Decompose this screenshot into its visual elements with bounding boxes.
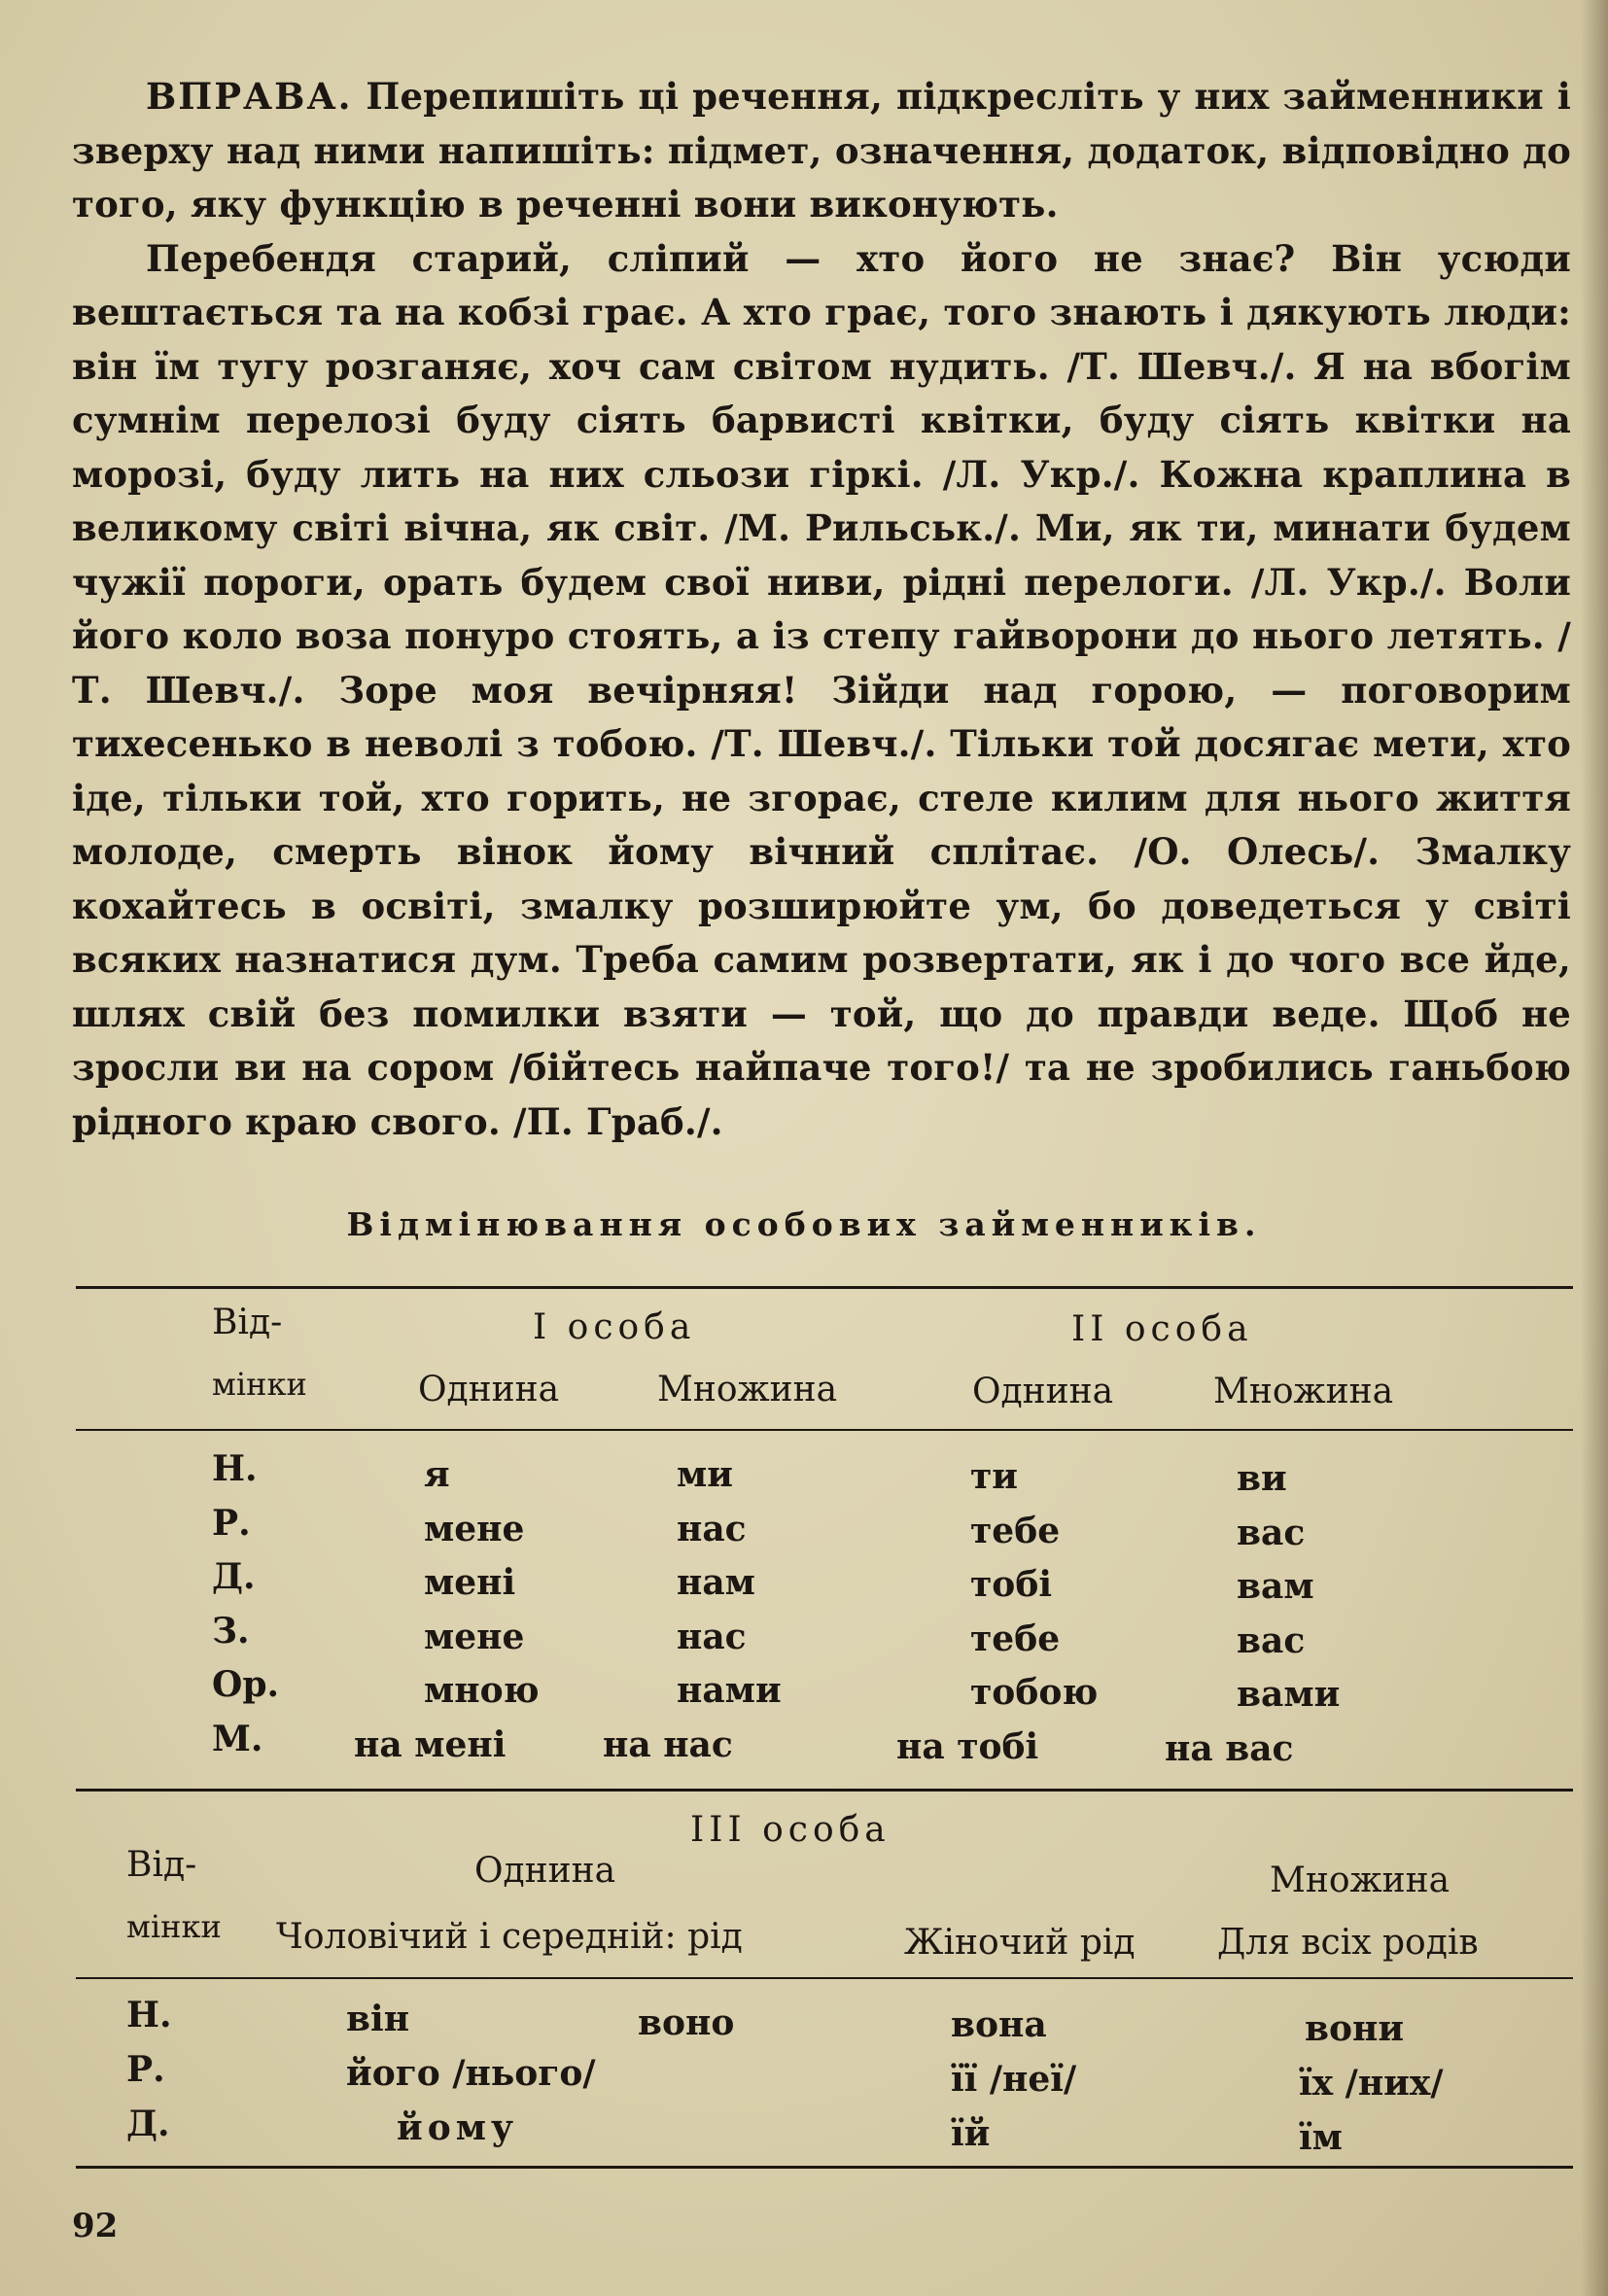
t1-row-p1sg: я [424, 1454, 450, 1495]
t2-row-case: Н. [126, 1995, 172, 2035]
t1-row-p1sg: на мені [354, 1724, 507, 1765]
t1-row-p1pl: нам [677, 1562, 755, 1603]
t1-row-p2sg: ти [970, 1456, 1019, 1497]
page-spine-shadow [1581, 0, 1608, 2296]
t2-row-fem: вона [951, 2004, 1047, 2045]
t1-row-p2sg: тебе [970, 1511, 1061, 1551]
t1-row-case: З. [212, 1611, 250, 1652]
t2-row-pl: їм [1299, 2117, 1343, 2158]
t1-row-case: Р. [212, 1503, 251, 1544]
t1-row-p2pl: вам [1237, 1566, 1314, 1607]
t2-row-pl: вони [1305, 2008, 1405, 2049]
t2-row-fem: її /неї/ [951, 2059, 1077, 2100]
t2-row-masc: його /нього/ [346, 2053, 596, 2094]
t2-case-header-1: Від- [126, 1845, 197, 1885]
t1-row-case: Д. [212, 1556, 256, 1597]
table1-bottom-rule [76, 1789, 1573, 1792]
t2-all: Для всіх родів [1217, 1923, 1479, 1963]
t1-row-case: Ор. [212, 1664, 280, 1705]
t1-p1-pl: Множина [657, 1370, 838, 1409]
t1-row-case: Н. [212, 1448, 258, 1489]
table2-bottom-rule [76, 2166, 1573, 2169]
exercise-instruction [72, 70, 1571, 232]
t1-row-p2sg: тобі [970, 1564, 1053, 1605]
t1-p2-pl: Множина [1213, 1372, 1394, 1411]
t1-person2: II особа [1071, 1309, 1253, 1349]
t1-row-p1pl: ми [677, 1454, 733, 1495]
t2-case-header-2: мінки [126, 1908, 222, 1945]
exercise-text [72, 70, 1571, 1149]
t1-row-p2sg: на тобі [896, 1726, 1039, 1767]
t1-row-p1pl: нас [677, 1509, 747, 1549]
t1-row-p1pl: на нас [603, 1724, 733, 1765]
t2-masc-neut: Чоловічий і середній: рід [276, 1917, 743, 1957]
t1-row-p1sg: мною [424, 1670, 540, 1711]
t1-person1: I особа [533, 1307, 696, 1347]
exercise-body: Перебендя старий, сліпий — хто його не знає? Він усюди вештається та на кобзі грає. А хто грає, того знають і дякують люди: він їм тугу розганяє, хоч сам світом нудить. /Т. Шевч./. Я на вбогім сумнім перелозі буду сіять барвисті квітки, буду сіять квітки на морозі, буду лить на них сльози гіркі. /Л. Укр./. Кожна краплина в великому світі вічна, як світ. /М. Рильськ./. Ми, як ти, минати будем чужії пороги, орать будем свої ниви, рідні перелоги. /Л. Укр./. Воли його коло воза понуро стоять, а із степу гайворони до нього летять. /Т. Шевч./. Зоре моя вечірняя! Зійди над горою, — поговорим тихесенько в неволі з тобою. /Т. Шевч./. Тільки той досягає мети, хто іде, тільки той, хто горить, не згорає, стеле килим для нього життя молоде, смерть вінок йому вічний сплітає. /О. Олесь/. Змалку кохайтесь в освіті, змалку розширюйте ум, бо доведеться у світі всяких назнатися дум. Треба самим розвертати, як і до чого все йде, шлях свій без помилки взяти — той, що до правди веде. Щоб не зросли ви на сором /бійтесь найпаче того!/ та не зробились ганьбою рідного краю свого. /П. Граб./. [72, 236, 1571, 1143]
t1-row-p1sg: мене [424, 1509, 525, 1549]
t1-case-header-2: мінки [212, 1366, 307, 1403]
t2-sg: Однина [474, 1851, 616, 1891]
t1-p1-sg: Однина [418, 1370, 560, 1409]
t1-row-p2pl: ви [1237, 1458, 1287, 1499]
table2-header-rule [76, 1977, 1573, 1979]
t1-row-p2pl: на вас [1165, 1728, 1294, 1769]
table1-header-rule [76, 1429, 1573, 1431]
page-number: 92 [72, 2207, 119, 2245]
instruction-text: Перепишіть ці речення, підкресліть у них займенники і зверху над ними напишіть: підмет, означення, додаток, відповідно до того, яку функцію в реченні вони виконують. [72, 75, 1571, 226]
t2-row-case: Р. [126, 2049, 165, 2090]
t2-row-neut: воно [638, 2002, 735, 2043]
t1-row-p2sg: тобою [970, 1672, 1099, 1713]
t2-row-masc: він [346, 1999, 410, 2039]
t1-row-p2pl: вас [1237, 1620, 1306, 1661]
t1-row-p2pl: вами [1237, 1674, 1341, 1715]
t2-pl: Множина [1270, 1861, 1451, 1900]
t2-row-fem: їй [951, 2113, 991, 2154]
t1-p2-sg: Однина [972, 1372, 1114, 1411]
exercise-lead: ВПРАВА. [146, 75, 353, 118]
t2-fem: Жіночий рід [904, 1923, 1136, 1963]
t2-person3: III особа [690, 1810, 891, 1850]
t1-row-p1pl: нас [677, 1617, 747, 1657]
t1-row-p1pl: нами [677, 1670, 782, 1711]
table-title: Відмінювання особових займенників. [346, 1205, 1262, 1243]
t1-row-p1sg: мені [424, 1562, 516, 1603]
t1-row-p1sg: мене [424, 1617, 525, 1657]
t1-row-case: М. [212, 1719, 263, 1759]
table1-top-rule [76, 1286, 1573, 1289]
t1-row-p2pl: вас [1237, 1513, 1306, 1553]
t2-row-pl: їх /них/ [1299, 2063, 1444, 2104]
t1-case-header-1: Від- [212, 1303, 283, 1342]
t2-row-masc: йому [397, 2107, 519, 2148]
t1-row-p2sg: тебе [970, 1618, 1061, 1659]
t2-row-case: Д. [126, 2104, 170, 2144]
